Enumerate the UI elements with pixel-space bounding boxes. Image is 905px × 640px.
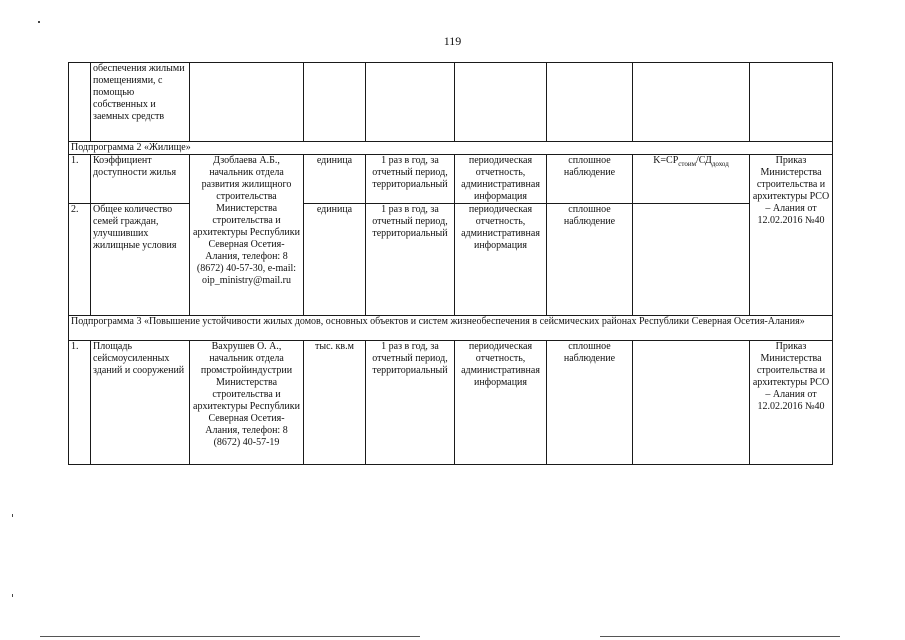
cell-formula bbox=[633, 341, 750, 465]
indicators-table bbox=[68, 62, 833, 465]
table-row bbox=[69, 341, 833, 465]
cell-num: 1. bbox=[69, 341, 91, 465]
table-row bbox=[69, 204, 833, 316]
cell-periodicity: 1 раз в год, за отчетный период, территориальный bbox=[366, 341, 455, 465]
cell-indicator: обеспечения жилыми помещениями, с помощью собственных и заемных средств bbox=[91, 63, 190, 142]
cell-unit: единица bbox=[304, 204, 366, 316]
cell-num: 1. bbox=[69, 155, 91, 204]
cell-unit: тыс. кв.м bbox=[304, 341, 366, 465]
cell-periodicity: 1 раз в год, за отчетный период, территориальный bbox=[366, 204, 455, 316]
cell-formula bbox=[633, 204, 750, 316]
subprogram-3-title: Подпрограмма 3 «Повышение устойчивости жилых домов, основных объектов и систем жизнеобеспечения в сейсмических районах Республики Северная Осетия-Алания» bbox=[69, 316, 833, 341]
cell-order: Приказ Министерства строительства и архитектуры РСО – Алания от 12.02.2016 №40 bbox=[750, 155, 833, 316]
scan-mark bbox=[12, 514, 13, 517]
subprogram-2-title: Подпрограмма 2 «Жилище» bbox=[69, 142, 833, 155]
cell-order: Приказ Министерства строительства и архитектуры РСО – Алания от 12.02.2016 №40 bbox=[750, 341, 833, 465]
table-row bbox=[69, 63, 833, 142]
scan-edge-line bbox=[40, 636, 420, 637]
scan-mark bbox=[12, 594, 13, 597]
cell-num bbox=[69, 63, 91, 142]
cell-method: сплошное наблюдение bbox=[547, 341, 633, 465]
cell-unit: единица bbox=[304, 155, 366, 204]
scan-edge-line bbox=[600, 636, 840, 637]
cell-indicator: Площадь сейсмоусиленных зданий и сооружений bbox=[91, 341, 190, 465]
scan-mark bbox=[38, 21, 40, 23]
cell-responsible: Вахрушев О. А., начальник отдела промстройиндустрии Министерства строительства и архитектуры Республики Северная Осетия-Алания, телефон: 8 (8672) 40-57-19 bbox=[190, 341, 304, 465]
cell-source: периодическая отчетность, административная информация bbox=[455, 204, 547, 316]
cell-method: сплошное наблюдение bbox=[547, 155, 633, 204]
cell-indicator: Коэффициент доступности жилья bbox=[91, 155, 190, 204]
cell-periodicity: 1 раз в год, за отчетный период, территориальный bbox=[366, 155, 455, 204]
subprogram-heading bbox=[69, 142, 833, 155]
cell-indicator: Общее количество семей граждан, улучшивших жилищные условия bbox=[91, 204, 190, 316]
table-row bbox=[69, 155, 833, 204]
page-number: 119 bbox=[443, 34, 462, 48]
cell-responsible: Дзоблаева А.Б., начальник отдела развития жилищного строительства Министерства строительства и архитектуры Республики Северная Осетия-Алания, телефон: 8 (8672) 40-57-30, e-mail: oip_ministry@mail.ru bbox=[190, 155, 304, 316]
subprogram-heading bbox=[69, 316, 833, 341]
cell-source: периодическая отчетность, административная информация bbox=[455, 341, 547, 465]
cell-num: 2. bbox=[69, 204, 91, 316]
cell-formula: $K=СР_{стоим}/СД_{доход}$ bbox=[633, 155, 750, 204]
cell-method: сплошное наблюдение bbox=[547, 204, 633, 316]
cell-source: периодическая отчетность, административная информация bbox=[455, 155, 547, 204]
